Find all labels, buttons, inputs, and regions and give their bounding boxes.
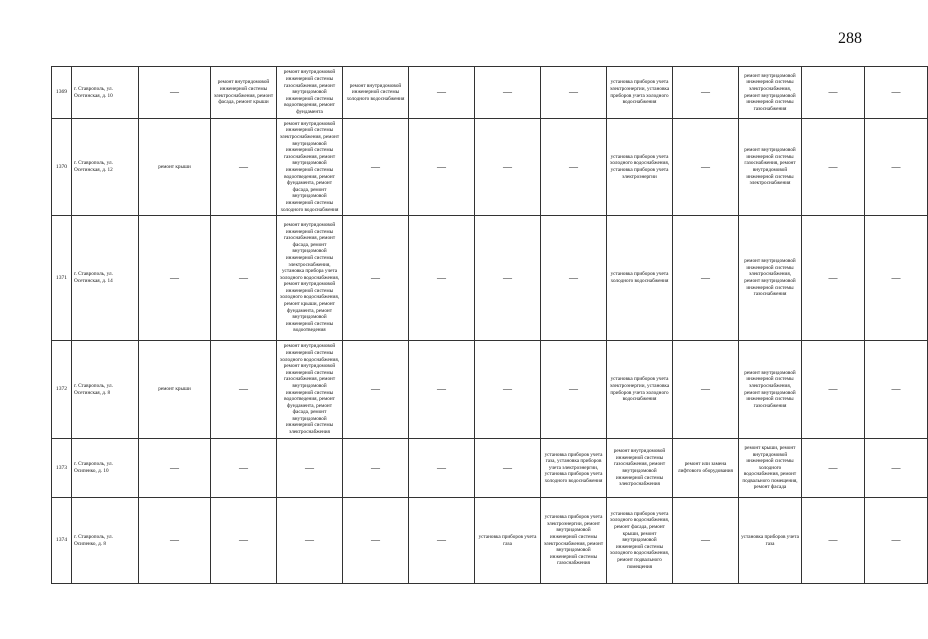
empty-cell: — [409, 498, 475, 584]
empty-cell: — [211, 341, 277, 439]
address-cell: г. Ставрополь, ул. Осетинская, д. 10 [72, 67, 139, 119]
empty-cell: — [541, 67, 607, 119]
empty-cell: — [802, 119, 865, 216]
work-cell: установка приборов учета газа, установка приборов учета электроэнергии, установка приборов учета холодного водоснабжения [541, 439, 607, 498]
table-row [52, 67, 928, 119]
address-cell: г. Ставрополь, ул. Осетинская, д. 12 [72, 119, 139, 216]
capital-repair-table [51, 66, 928, 584]
empty-cell: — [673, 498, 739, 584]
empty-cell: — [409, 216, 475, 341]
address-cell: г. Ставрополь, ул. Осипенко, д. 10 [72, 439, 139, 498]
empty-cell: — [409, 341, 475, 439]
empty-cell: — [802, 498, 865, 584]
empty-cell: — [409, 119, 475, 216]
work-cell: ремонт внутридомовой инженерной системы холодного водоснабжения [343, 67, 409, 119]
empty-cell: — [139, 67, 211, 119]
work-cell: ремонт внутридомовой инженерной системы электроснабжения, ремонт внутридомовой инженерной системы газоснабжения [739, 67, 802, 119]
empty-cell: — [475, 216, 541, 341]
empty-cell: — [343, 119, 409, 216]
empty-cell: — [475, 341, 541, 439]
row-number: 1372 [52, 341, 72, 439]
empty-cell: — [673, 119, 739, 216]
empty-cell: — [865, 216, 928, 341]
work-cell: ремонт внутридомовой инженерной системы газоснабжения, ремонт внутридомовой инженерной системы электроснабжения [607, 439, 673, 498]
empty-cell: — [343, 216, 409, 341]
table-row [52, 498, 928, 584]
work-cell: установка приборов учета газа [475, 498, 541, 584]
empty-cell: — [475, 119, 541, 216]
empty-cell: — [802, 439, 865, 498]
empty-cell: — [409, 439, 475, 498]
work-cell: ремонт внутридомовой инженерной системы холодного водоснабжения, ремонт внутридомовой инженерной системы газоснабжения, ремонт внутридомовой инженерной системы водоотведения, ремонт фундамента, ремонт фасада, ремонт внутридомовой инженерной системы электроснабжения [277, 341, 343, 439]
page-number: 288 [838, 30, 862, 47]
empty-cell: — [673, 67, 739, 119]
empty-cell: — [409, 67, 475, 119]
work-cell: ремонт внутридомовой инженерной системы газоснабжения, ремонт внутридомовой инженерной системы электроснабжения [739, 119, 802, 216]
empty-cell: — [211, 439, 277, 498]
table-body [52, 67, 928, 584]
address-cell: г. Ставрополь, ул. Осетинская, д. 8 [72, 341, 139, 439]
work-cell: ремонт внутридомовой инженерной системы газоснабжения, ремонт фасада, ремонт внутридомовой инженерной системы электроснабжения, установка прибора учета холодного водоснабжения, ремонт внутридомовой инженерной системы холодного водоснабжения, ремонт крыши, ремонт фундамента, ремонт внутридомовой инженерной системы водоотведения [277, 216, 343, 341]
work-cell: установка приборов учета холодного водоснабжения [607, 216, 673, 341]
empty-cell: — [343, 341, 409, 439]
empty-cell: — [865, 67, 928, 119]
empty-cell: — [343, 498, 409, 584]
empty-cell: — [541, 216, 607, 341]
empty-cell: — [211, 498, 277, 584]
empty-cell: — [343, 439, 409, 498]
work-cell: установка приборов учета холодного водоснабжения, установка приборов учета электроэнергии [607, 119, 673, 216]
work-cell: ремонт внутридомовой инженерной системы электроснабжения, ремонт внутридомовой инженерной системы газоснабжения, ремонт внутридомовой инженерной системы водоотведения, ремонт фундамента, ремонт фасада, ремонт внутридомовой инженерной системы холодного водоснабжения [277, 119, 343, 216]
empty-cell: — [541, 119, 607, 216]
empty-cell: — [475, 67, 541, 119]
work-cell: установка приборов учета электроэнергии, установка приборов учета холодного водоснабжения [607, 67, 673, 119]
work-cell: ремонт крыши [139, 119, 211, 216]
empty-cell: — [865, 341, 928, 439]
row-number: 1373 [52, 439, 72, 498]
empty-cell: — [475, 439, 541, 498]
work-cell: ремонт или замена лифтового оборудования [673, 439, 739, 498]
empty-cell: — [139, 439, 211, 498]
empty-cell: — [211, 216, 277, 341]
empty-cell: — [865, 498, 928, 584]
empty-cell: — [673, 341, 739, 439]
table-row [52, 216, 928, 341]
empty-cell: — [865, 439, 928, 498]
empty-cell: — [211, 119, 277, 216]
empty-cell: — [865, 119, 928, 216]
work-cell: установка приборов учета холодного водоснабжения, ремонт фасада, ремонт крыши, ремонт внутридомовой инженерной системы холодного водоснабжения, ремонт подвального помещения [607, 498, 673, 584]
work-cell: ремонт внутридомовой инженерной системы газоснабжения, ремонт внутридомовой инженерной системы водоотведения, ремонт фундамента [277, 67, 343, 119]
address-cell: г. Ставрополь, ул. Осетинская, д. 14 [72, 216, 139, 341]
empty-cell: — [802, 341, 865, 439]
table-row [52, 119, 928, 216]
empty-cell: — [802, 216, 865, 341]
row-number: 1370 [52, 119, 72, 216]
work-cell: ремонт внутридомовой инженерной системы электроснабжения, ремонт фасада, ремонт крыши [211, 67, 277, 119]
row-number: 1374 [52, 498, 72, 584]
row-number: 1369 [52, 67, 72, 119]
work-cell: ремонт внутридомовой инженерной системы электроснабжения, ремонт внутридомовой инженерной системы газоснабжения [739, 341, 802, 439]
address-cell: г. Ставрополь, ул. Осипенко, д. 8 [72, 498, 139, 584]
work-cell: установка приборов учета газа [739, 498, 802, 584]
empty-cell: — [139, 498, 211, 584]
empty-cell: — [541, 341, 607, 439]
row-number: 1371 [52, 216, 72, 341]
work-cell: ремонт внутридомовой инженерной системы электроснабжения, ремонт внутридомовой инженерной системы газоснабжения [739, 216, 802, 341]
empty-cell: — [139, 216, 211, 341]
table-row [52, 439, 928, 498]
work-cell: ремонт крыши [139, 341, 211, 439]
work-cell: ремонт крыши, ремонт внутридомовой инженерной системы холодного водоснабжения, ремонт подвального помещения, ремонт фасада [739, 439, 802, 498]
work-cell: установка приборов учета электроэнергии, установка приборов учета холодного водоснабжения [607, 341, 673, 439]
empty-cell: — [673, 216, 739, 341]
empty-cell: — [277, 439, 343, 498]
work-cell: установка приборов учета электроэнергии, ремонт внутридомовой инженерной системы электроснабжения, ремонт внутридомовой инженерной системы газоснабжения [541, 498, 607, 584]
empty-cell: — [802, 67, 865, 119]
table-row [52, 341, 928, 439]
empty-cell: — [277, 498, 343, 584]
